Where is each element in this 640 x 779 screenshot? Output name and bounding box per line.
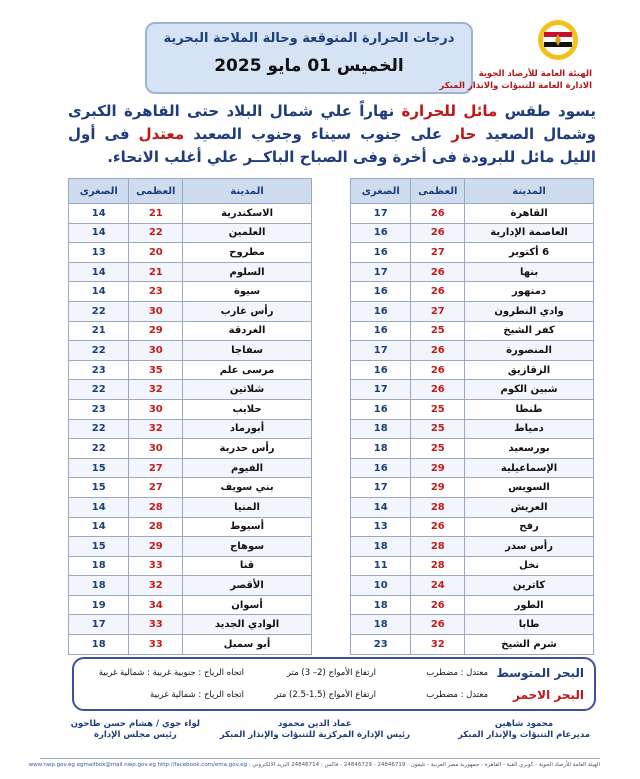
header-city: المدينة — [465, 179, 594, 204]
table-row — [351, 399, 594, 419]
max-temp-cell: 30 — [129, 341, 183, 361]
city-cell: أسوان — [183, 595, 312, 615]
table-row — [351, 635, 594, 655]
city-cell: شبين الكوم — [465, 380, 594, 400]
header-max: العظمى — [411, 179, 465, 204]
max-temp-cell: 30 — [129, 301, 183, 321]
min-temp-cell: 16 — [351, 399, 411, 419]
city-cell: رأس غارب — [183, 301, 312, 321]
temperature-table-left — [68, 178, 312, 655]
min-temp-cell: 14 — [69, 223, 129, 243]
city-cell: أبورماد — [183, 419, 312, 439]
table-row — [69, 204, 312, 224]
table-row — [351, 478, 594, 498]
min-temp-cell: 22 — [69, 439, 129, 459]
max-temp-cell: 25 — [411, 399, 465, 419]
max-temp-cell: 26 — [411, 380, 465, 400]
min-temp-cell: 22 — [69, 341, 129, 361]
table-row — [351, 380, 594, 400]
max-temp-cell: 29 — [129, 537, 183, 557]
table-row — [351, 556, 594, 576]
header-city: المدينة — [183, 179, 312, 204]
table-row — [351, 576, 594, 596]
table-row — [69, 576, 312, 596]
table-row — [69, 360, 312, 380]
min-temp-cell: 10 — [351, 576, 411, 596]
egyptian-meteorological-authority-logo-icon — [536, 18, 580, 62]
city-cell: القاهرة — [465, 204, 594, 224]
city-cell: رأس سدر — [465, 537, 594, 557]
city-cell: شرم الشيخ — [465, 635, 594, 655]
min-temp-cell: 18 — [69, 576, 129, 596]
min-temp-cell: 15 — [69, 478, 129, 498]
table-row — [69, 380, 312, 400]
city-cell: العاصمة الإدارية — [465, 223, 594, 243]
city-cell: سوهاج — [183, 537, 312, 557]
max-temp-cell: 29 — [411, 458, 465, 478]
org-line2: الادارة العامة للتنبؤات والانذار المبكر — [439, 81, 592, 91]
sea-name-mediterranean: البحر المتوسط — [496, 666, 584, 680]
city-cell: بورسعيد — [465, 439, 594, 459]
max-temp-cell: 30 — [129, 439, 183, 459]
table-row — [69, 556, 312, 576]
max-temp-cell: 28 — [411, 556, 465, 576]
sea-state-mediterranean: معتدل : مضطرب — [426, 668, 488, 678]
table-row — [351, 360, 594, 380]
max-temp-cell: 22 — [129, 223, 183, 243]
sea-row-mediterranean — [79, 666, 584, 682]
report-title: درجات الحرارة المتوقعة وحالة الملاحة البحرية — [163, 31, 455, 46]
org-line1: الهيئة العامة للأرصاد الجوية — [478, 69, 592, 79]
city-cell: وادي النطرون — [465, 301, 594, 321]
table-row — [351, 537, 594, 557]
table-row — [351, 615, 594, 635]
table-row — [69, 399, 312, 419]
title-box — [145, 22, 473, 94]
header-min: الصغرى — [69, 179, 129, 204]
min-temp-cell: 23 — [351, 635, 411, 655]
table-row — [69, 497, 312, 517]
min-temp-cell: 23 — [69, 360, 129, 380]
max-temp-cell: 26 — [411, 223, 465, 243]
city-cell: بنها — [465, 262, 594, 282]
min-temp-cell: 14 — [69, 282, 129, 302]
report-date: الخميس 01 مايو 2025 — [214, 56, 404, 76]
max-temp-cell: 21 — [129, 204, 183, 224]
forecast-text-4: فى أول الليل مائل للبرودة فى أخرة وفى الصباح الباكــر علي أغلب الانحاء. — [68, 125, 596, 166]
table-row — [351, 282, 594, 302]
city-cell: المنيا — [183, 497, 312, 517]
max-temp-cell: 25 — [411, 439, 465, 459]
min-temp-cell: 18 — [69, 556, 129, 576]
table-row — [69, 419, 312, 439]
signature-2-title: رئيس الإدارة المركزية للتنبؤات والإنذار المبكر — [219, 730, 410, 740]
table-row — [69, 635, 312, 655]
sea-wind-mediterranean: اتجاه الرياح : جنوبية غربية : شمالية غربية — [98, 668, 244, 678]
table-row — [351, 497, 594, 517]
max-temp-cell: 28 — [129, 497, 183, 517]
footer-facebook-link[interactable]: http://facebook.com/ema.gov.eg — [157, 762, 248, 768]
min-temp-cell: 17 — [351, 341, 411, 361]
city-cell: السويس — [465, 478, 594, 498]
min-temp-cell: 14 — [69, 497, 129, 517]
city-cell: سيوة — [183, 282, 312, 302]
sea-name-red-sea: البحر الاحمر — [512, 688, 584, 702]
table-row — [69, 282, 312, 302]
max-temp-cell: 26 — [411, 360, 465, 380]
max-temp-cell: 34 — [129, 595, 183, 615]
table-row — [69, 439, 312, 459]
footer-email-label: البريد الالكتروني : — [248, 762, 290, 768]
table-row — [351, 341, 594, 361]
min-temp-cell: 13 — [351, 517, 411, 537]
max-temp-cell: 26 — [411, 595, 465, 615]
table-row — [69, 478, 312, 498]
forecast-text-2: نهاراً علي شمال البلاد حتى القاهرة الكبرى وشمال الصعيد — [68, 102, 596, 143]
city-cell: بني سويف — [183, 478, 312, 498]
city-cell: طابا — [465, 615, 594, 635]
min-temp-cell: 17 — [351, 262, 411, 282]
sea-wind-red-sea: اتجاه الرياح : شمالية غربية — [150, 690, 244, 700]
city-cell: حلايب — [183, 399, 312, 419]
city-cell: الاسكندرية — [183, 204, 312, 224]
sea-state-red-sea: معتدل : مضطرب — [426, 690, 488, 700]
max-temp-cell: 26 — [411, 282, 465, 302]
min-temp-cell: 17 — [351, 380, 411, 400]
forecast-highlight-1: مائل للحرارة — [401, 102, 498, 120]
table-row — [69, 458, 312, 478]
table-row — [69, 537, 312, 557]
header-min: الصغرى — [351, 179, 411, 204]
max-temp-cell: 33 — [129, 556, 183, 576]
max-temp-cell: 32 — [129, 576, 183, 596]
table-row — [351, 301, 594, 321]
sea-row-red-sea — [79, 688, 584, 704]
max-temp-cell: 21 — [129, 262, 183, 282]
city-cell: سفاجا — [183, 341, 312, 361]
signature-2-name: عماد الدين محمود — [278, 719, 352, 729]
forecast-text-3: على جنوب سيناء وجنوب الصعيد — [193, 125, 443, 143]
temperature-table-right — [350, 178, 594, 655]
min-temp-cell: 14 — [69, 204, 129, 224]
max-temp-cell: 30 — [129, 399, 183, 419]
header-max: العظمى — [129, 179, 183, 204]
min-temp-cell: 14 — [69, 517, 129, 537]
min-temp-cell: 22 — [69, 380, 129, 400]
max-temp-cell: 27 — [411, 301, 465, 321]
city-cell: السلوم — [183, 262, 312, 282]
max-temp-cell: 29 — [411, 478, 465, 498]
max-temp-cell: 33 — [129, 615, 183, 635]
max-temp-cell: 32 — [129, 419, 183, 439]
min-temp-cell: 13 — [69, 243, 129, 263]
city-cell: الغردقة — [183, 321, 312, 341]
city-cell: الأقصر — [183, 576, 312, 596]
footer-website-link[interactable]: www.nwp.gov.eg — [28, 762, 75, 768]
city-cell: الزقازيق — [465, 360, 594, 380]
table-row — [351, 223, 594, 243]
max-temp-cell: 26 — [411, 615, 465, 635]
max-temp-cell: 26 — [411, 517, 465, 537]
min-temp-cell: 14 — [69, 262, 129, 282]
sea-waves-red-sea: ارتفاع الأمواج (1.5-2.5) متر — [274, 690, 376, 700]
city-cell: طنطا — [465, 399, 594, 419]
city-cell: قنا — [183, 556, 312, 576]
min-temp-cell: 17 — [351, 478, 411, 498]
max-temp-cell: 35 — [129, 360, 183, 380]
forecast-highlight-3: معتدل — [138, 125, 185, 143]
min-temp-cell: 18 — [351, 615, 411, 635]
min-temp-cell: 16 — [351, 360, 411, 380]
sea-conditions-box — [72, 657, 596, 711]
sea-waves-mediterranean: ارتفاع الأمواج (2– 3) متر — [286, 668, 376, 678]
city-cell: 6 أكتوبر — [465, 243, 594, 263]
city-cell: مطروح — [183, 243, 312, 263]
city-cell: شلاتين — [183, 380, 312, 400]
city-cell: الطور — [465, 595, 594, 615]
max-temp-cell: 26 — [411, 341, 465, 361]
min-temp-cell: 18 — [69, 635, 129, 655]
max-temp-cell: 28 — [129, 517, 183, 537]
city-cell: كفر الشيخ — [465, 321, 594, 341]
min-temp-cell: 16 — [351, 282, 411, 302]
forecast-paragraph — [68, 100, 596, 169]
table-row — [69, 223, 312, 243]
table-row — [351, 204, 594, 224]
city-cell: نخل — [465, 556, 594, 576]
table-row — [69, 615, 312, 635]
signature-1 — [458, 719, 590, 741]
table-row — [351, 321, 594, 341]
city-cell: مرسى علم — [183, 360, 312, 380]
max-temp-cell: 20 — [129, 243, 183, 263]
max-temp-cell: 26 — [411, 262, 465, 282]
min-temp-cell: 18 — [351, 439, 411, 459]
min-temp-cell: 11 — [351, 556, 411, 576]
header — [0, 10, 640, 90]
table-row — [351, 419, 594, 439]
table-row — [69, 341, 312, 361]
table-row — [351, 439, 594, 459]
min-temp-cell: 22 — [69, 301, 129, 321]
table-row — [69, 517, 312, 537]
organization-name — [439, 68, 592, 92]
table-row — [69, 321, 312, 341]
city-cell: رفح — [465, 517, 594, 537]
min-temp-cell: 16 — [351, 243, 411, 263]
city-cell: دمنهور — [465, 282, 594, 302]
max-temp-cell: 26 — [411, 204, 465, 224]
city-cell: المنصورة — [465, 341, 594, 361]
city-cell: دمياط — [465, 419, 594, 439]
city-cell: رأس حدربة — [183, 439, 312, 459]
max-temp-cell: 32 — [129, 380, 183, 400]
city-cell: العريش — [465, 497, 594, 517]
max-temp-cell: 32 — [411, 635, 465, 655]
city-cell: العلمين — [183, 223, 312, 243]
max-temp-cell: 27 — [129, 458, 183, 478]
min-temp-cell: 15 — [69, 458, 129, 478]
table-row — [351, 458, 594, 478]
max-temp-cell: 25 — [411, 419, 465, 439]
min-temp-cell: 17 — [351, 204, 411, 224]
min-temp-cell: 18 — [351, 419, 411, 439]
city-cell: أبو سمبل — [183, 635, 312, 655]
table-row — [69, 595, 312, 615]
min-temp-cell: 22 — [69, 419, 129, 439]
signature-3-name: لواء جوي / هشام حسن طاحون — [70, 719, 200, 729]
signatures — [60, 719, 600, 751]
footer-email-link[interactable]: egmailbox@mail.nwp.gov.eg — [76, 762, 156, 768]
table-row — [351, 262, 594, 282]
min-temp-cell: 16 — [351, 301, 411, 321]
max-temp-cell: 24 — [411, 576, 465, 596]
max-temp-cell: 27 — [129, 478, 183, 498]
signature-3 — [71, 719, 200, 741]
city-cell: الفيوم — [183, 458, 312, 478]
city-cell: كاترين — [465, 576, 594, 596]
table-row — [69, 243, 312, 263]
min-temp-cell: 16 — [351, 321, 411, 341]
min-temp-cell: 15 — [69, 537, 129, 557]
min-temp-cell: 16 — [351, 458, 411, 478]
table-row — [69, 301, 312, 321]
min-temp-cell: 23 — [69, 399, 129, 419]
footer-address: الهيئة العامة للأرصاد الجوية - كوبري القبة - القاهرة - جمهورية مصر العربية - تليفون : 24846719 - 24846729 - فاكس : 24846714 — [291, 762, 600, 768]
max-temp-cell: 28 — [411, 497, 465, 517]
min-temp-cell: 19 — [69, 595, 129, 615]
max-temp-cell: 28 — [411, 537, 465, 557]
max-temp-cell: 27 — [411, 243, 465, 263]
max-temp-cell: 29 — [129, 321, 183, 341]
forecast-text-1: يسود طقس — [504, 102, 597, 120]
signature-2 — [220, 719, 410, 741]
min-temp-cell: 21 — [69, 321, 129, 341]
table-row — [351, 517, 594, 537]
max-temp-cell: 23 — [129, 282, 183, 302]
signature-3-title: رئيس مجلس الإدارة — [93, 730, 177, 740]
min-temp-cell: 14 — [351, 497, 411, 517]
table-row — [351, 243, 594, 263]
forecast-highlight-2: حار — [451, 125, 477, 143]
signature-1-title: مديرعام التنبؤات والإنذار المبكر — [458, 730, 590, 740]
city-cell: أسيوط — [183, 517, 312, 537]
city-cell: الوادي الجديد — [183, 615, 312, 635]
max-temp-cell: 33 — [129, 635, 183, 655]
max-temp-cell: 25 — [411, 321, 465, 341]
min-temp-cell: 17 — [69, 615, 129, 635]
min-temp-cell: 18 — [351, 595, 411, 615]
signature-1-name: محمود شاهين — [494, 719, 554, 729]
city-cell: الإسماعيلية — [465, 458, 594, 478]
min-temp-cell: 16 — [351, 223, 411, 243]
min-temp-cell: 18 — [351, 537, 411, 557]
table-row — [351, 595, 594, 615]
table-row — [69, 262, 312, 282]
footer — [28, 758, 600, 768]
